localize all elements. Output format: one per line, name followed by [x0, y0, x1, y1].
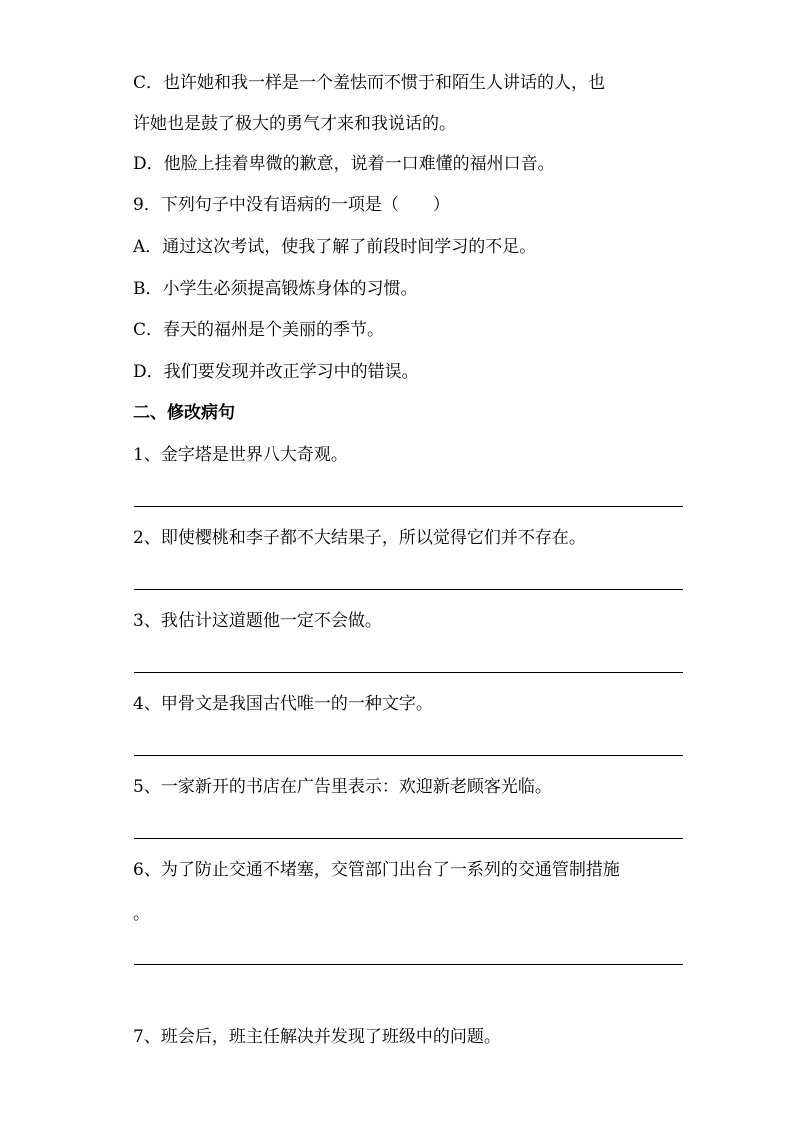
item-1: 1、金字塔是世界八大奇观。: [133, 445, 348, 465]
answer-line-3[interactable]: [134, 672, 683, 673]
item-6-line-1: 6、为了防止交通不堵塞，交管部门出台了一系列的交通管制措施: [133, 860, 620, 880]
item-2: 2、即使樱桃和李子都不大结果子，所以觉得它们并不存在。: [133, 528, 586, 548]
item-7: 7、班会后，班主任解决并发现了班级中的问题。: [133, 1027, 501, 1047]
section-title: 二、修改病句: [133, 403, 235, 423]
question-9: 9．下列句子中没有语病的一项是（ ）: [133, 195, 450, 215]
q9-option-a: A．通过这次考试，使我了解了前段时间学习的不足。: [133, 237, 537, 257]
q9-option-b: B．小学生必须提高锻炼身体的习惯。: [133, 279, 418, 299]
q9-option-d: D．我们要发现并改正学习中的错误。: [133, 362, 419, 382]
item-5: 5、一家新开的书店在广告里表示：欢迎新老顾客光临。: [133, 777, 552, 797]
option-c-line-1: C．也许她和我一样是一个羞怯而不惯于和陌生人讲话的人，也: [133, 73, 606, 93]
answer-line-5[interactable]: [134, 838, 683, 839]
answer-line-1[interactable]: [134, 506, 683, 507]
answer-line-2[interactable]: [134, 589, 683, 590]
item-4: 4、甲骨文是我国古代唯一的一种文字。: [133, 694, 433, 714]
item-3: 3、我估计这道题他一定不会做。: [133, 611, 382, 631]
option-d: D．他脸上挂着卑微的歉意，说着一口难懂的福州口音。: [133, 154, 555, 174]
answer-line-4[interactable]: [134, 755, 683, 756]
item-6-line-2: 。: [133, 904, 150, 924]
q9-option-c: C．春天的福州是个美丽的季节。: [133, 320, 385, 340]
option-c-line-2: 许她也是鼓了极大的勇气才来和我说话的。: [133, 114, 456, 134]
answer-line-6[interactable]: [134, 964, 683, 965]
